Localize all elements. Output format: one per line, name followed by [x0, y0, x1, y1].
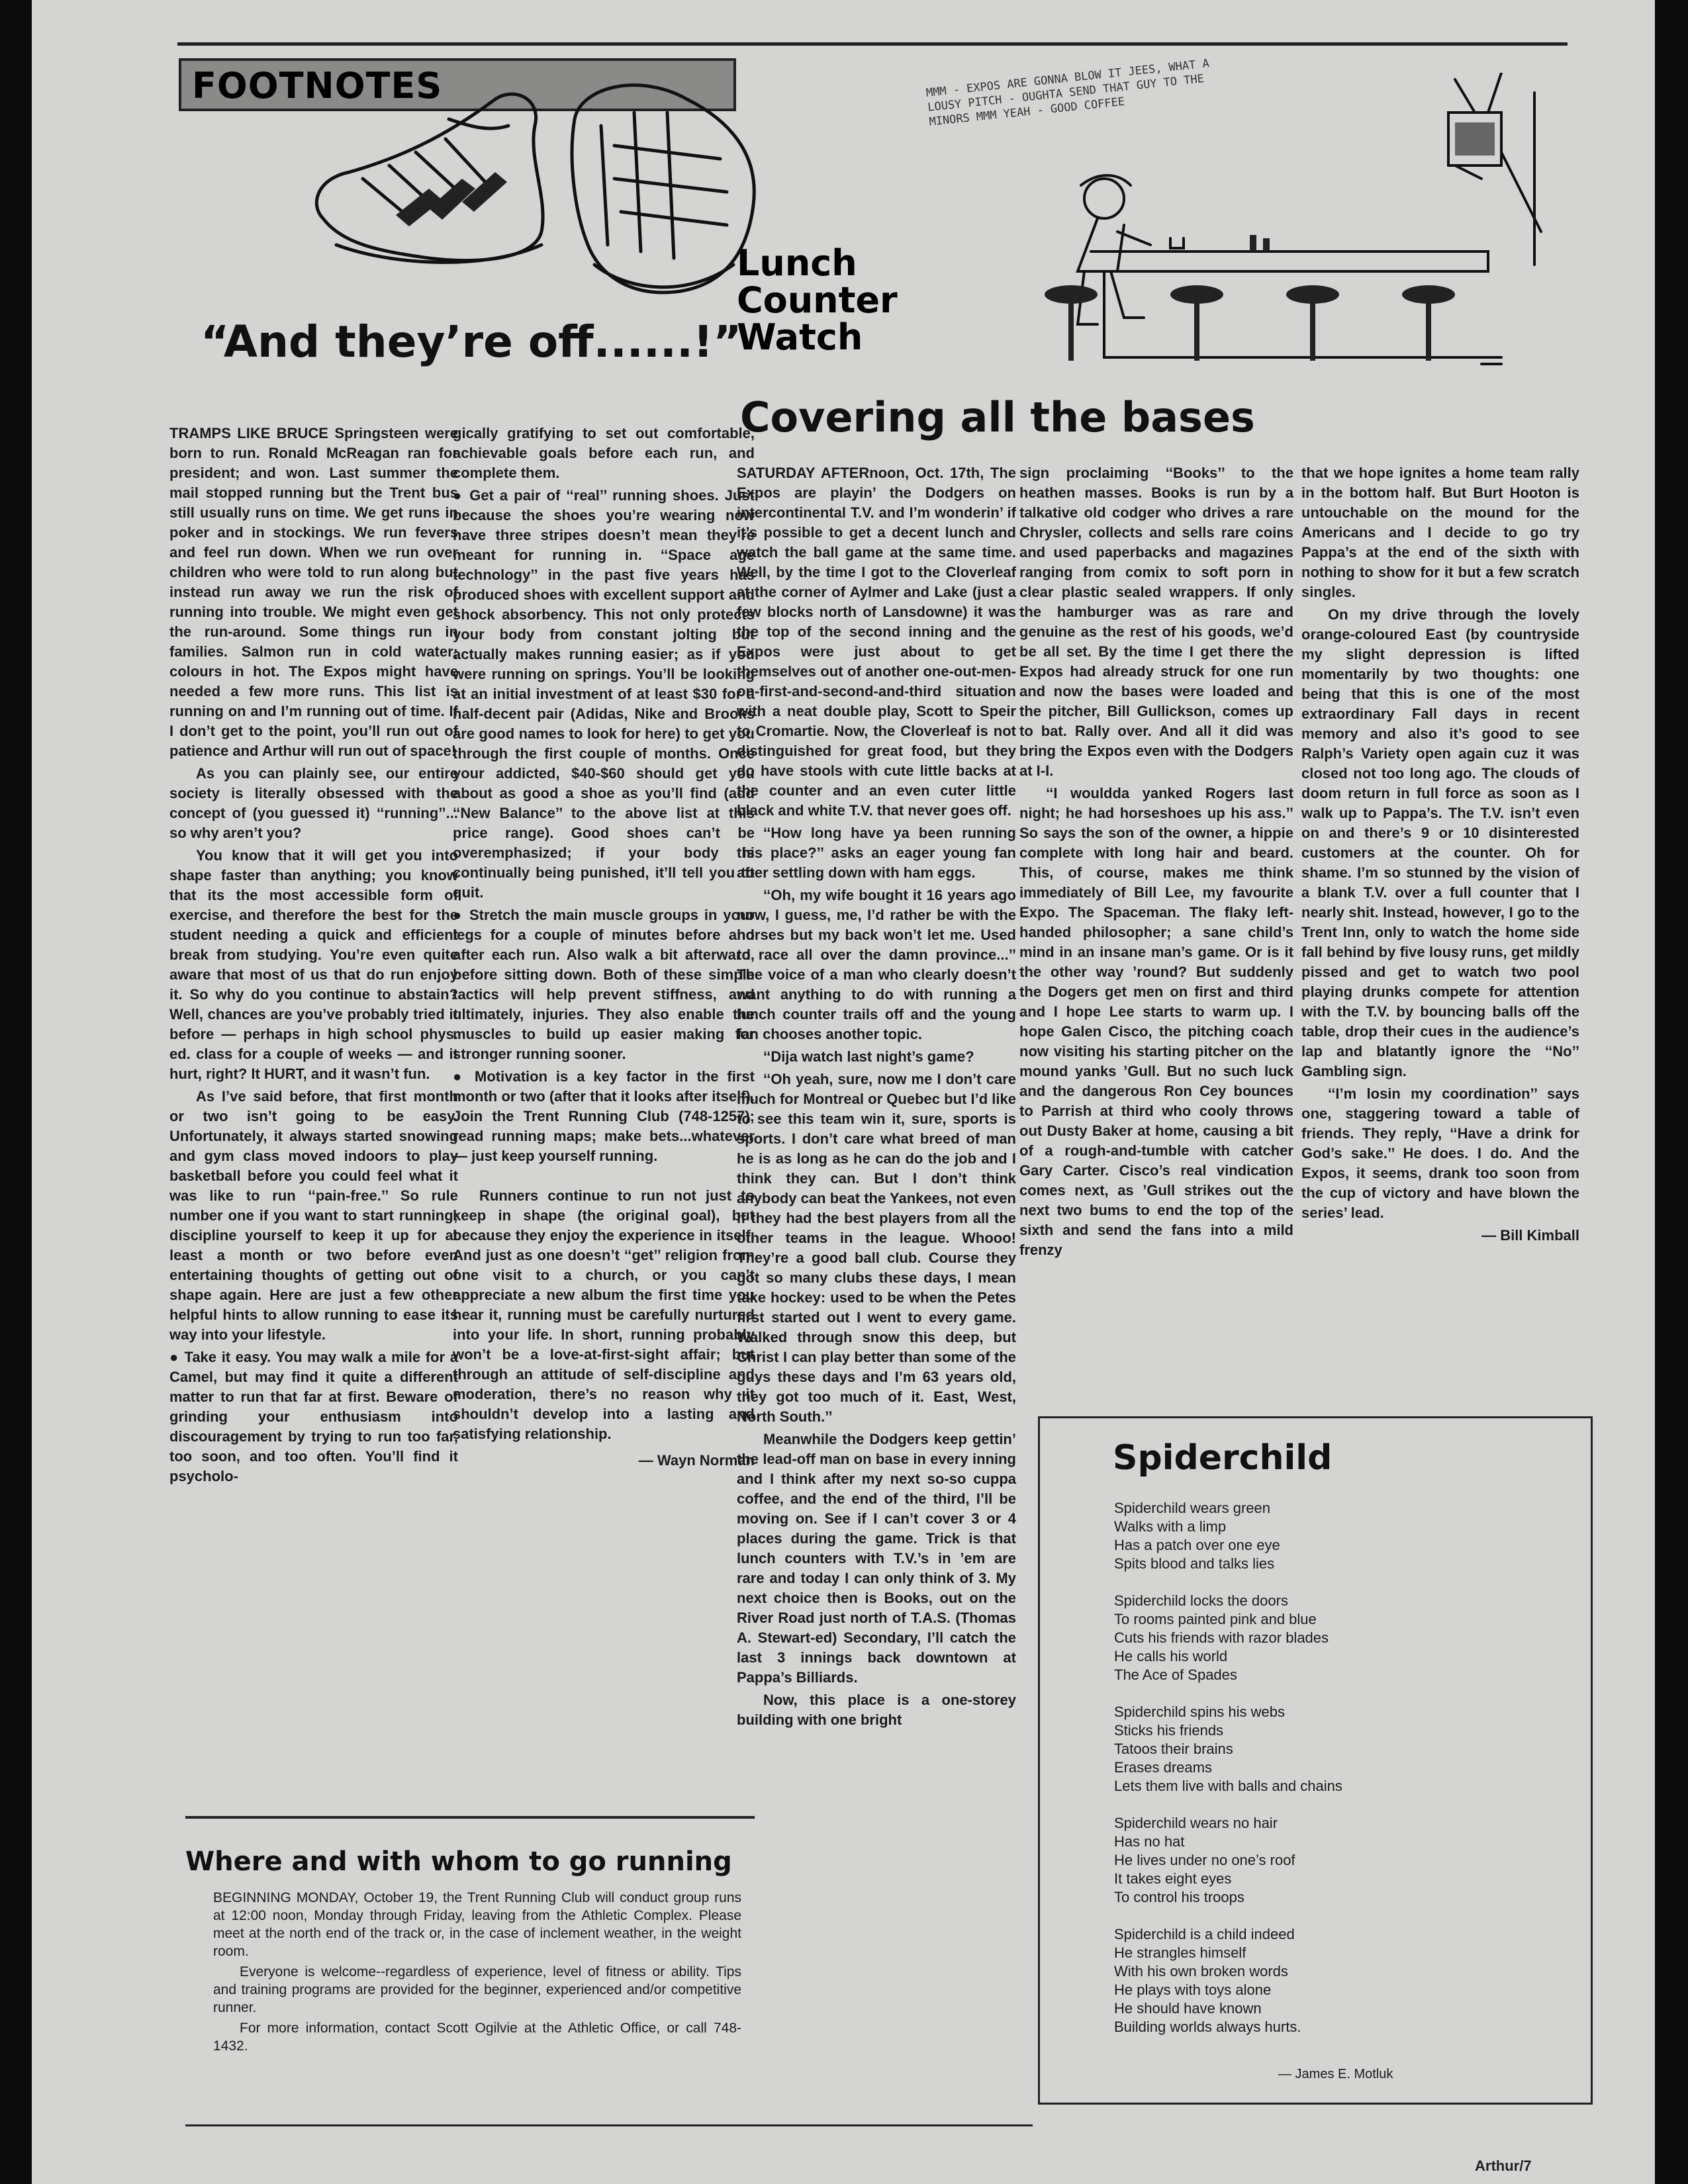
newspaper-page: [32, 0, 1655, 2184]
poem-box: [1038, 1416, 1593, 2105]
lunch-paragraph: that we hope ignites a home team rally in the bottom half. But Burt Hooton is untouchable on the mound for the Americans and I decide to go try Pappa’s at the end of the sixth with nothing to show for it but a few scratch singles.: [1301, 465, 1579, 600]
lunch-kicker-line-2: Counter: [737, 279, 898, 321]
where-box-paragraph: For more information, contact Scott Ogilvie at the Athletic Office, or call 748-1432.: [213, 2021, 741, 2054]
poem-line: Building worlds always hurts.: [1114, 2019, 1301, 2035]
lunch-kicker: [737, 242, 898, 358]
running-shoes-illustration: [297, 46, 773, 311]
top-rule: [177, 42, 1568, 46]
running-paragraph: TRAMPS LIKE BRUCE Springsteen were born to run. Ronald McReagan ran for president; and won. Last summer the mail stopped running but the Trent bus still usually runs on time. We get runs in poker and in stockings. We run fevers and feel run down. When we run over children who were told to run along but instead run away we run the risk of running into trouble. We might even get the run-around. Some things run in families. Salmon run in cold water; colours in hot. The Expos might have needed a few more runs. This list is running on and I’m running out of time. If I don’t get to the point, you’ll run out of patience and Arthur will run out of space!: [169, 425, 458, 759]
running-paragraph: ● Motivation is a key factor in the first month or two (after that it looks after itself). Join the Trent Running Club (748-1257); read running maps; make bets...whatever — just keep yourself running.: [453, 1068, 755, 1164]
poem-stanza: [1114, 1814, 1564, 1907]
poem-line: With his own broken words: [1114, 1963, 1288, 1979]
running-paragraph: ● Get a pair of ‘‘real’’ running shoes. Just because the shoes you’re wearing now have three stripes doesn’t mean they’re meant for running in. ‘‘Space age technology’’ in the past five years has produced shoes with excellent support and shock absorbency. This not only protects your body from constant jolting but actually makes running easier; as if you were running on springs. You’ll be looking at an initial investment of at least $30 for a half-decent pair (Adidas, Nike and Brooks are good names to look for here) to get you through the first couple of months. Once your addicted, $40-$60 should get you about as good a shoe as you’ll find (add ‘‘New Balance’’ to the above list at this price range). Good shoes can’t be overemphasized; if your body is continually being punished, it’ll tell you to quit.: [453, 487, 755, 901]
running-paragraph: You know that it will get you into shape faster than anything; you know that its the most accessible form of exercise, and therefore the best for the student needing a quick and efficient break from studying. You’re even quite aware that most of us that do run enjoy it. So why do you continue to abstain? Well, chances are you’ve probably tried it before — perhaps in high school phys. ed. class for a couple of weeks — and it hurt, right? It HURT, and it wasn’t fun.: [169, 847, 458, 1082]
poem-line: Lets them live with balls and chains: [1114, 1778, 1342, 1794]
poem-line: The Ace of Spades: [1114, 1666, 1237, 1683]
poem-line: He should have known: [1114, 2000, 1262, 2017]
lunch-paragraph: Now, this place is a one-storey building with one bright: [737, 1692, 1016, 1728]
poem-line: Spiderchild spins his webs: [1114, 1704, 1286, 1720]
where-box-paragraph: BEGINNING MONDAY, October 19, the Trent Running Club will conduct group runs at 12:00 noon, Monday through Friday, leaving from the Athletic Complex. Please meet at the north end of the track or, in the case of inclement weather, in the weight room.: [213, 1890, 741, 1959]
poem-line: Cuts his friends with razor blades: [1114, 1629, 1329, 1646]
poem-line: Spiderchild wears no hair: [1114, 1815, 1278, 1831]
lunch-paragraph: ‘‘How long have ya been running this place?’’ asks an eager young fan after settling down with ham eggs.: [737, 825, 1016, 881]
lunch-article-col-5: [1301, 463, 1579, 1248]
poem-line: Spiderchild is a child indeed: [1114, 1926, 1295, 1942]
lunch-paragraph: ‘‘Oh, my wife bought it 16 years ago now, I guess, me, I’d rather be with the horses but my back won’t let me. Used to race all over the damn province...’’ The voice of a man who clearly doesn’t want anything to do with running a lunch counter trails off and the young fan chooses another topic.: [737, 887, 1016, 1042]
bottom-rule: [185, 2124, 1033, 2126]
lunch-paragraph: SATURDAY AFTERnoon, Oct. 17th, The Expos are playin’ the Dodgers on intercontinental T.V. and I’m wonderin’ if it’s possible to get a decent lunch and watch the ball game at the same time. Well, by the time I got to the Cloverleaf at the corner of Aylmer and Lake (just a few blocks north of Lansdowne) it was the top of the second inning and the Expos were just about to get themselves out of another one-out-men-on-first-and-second-and-third situation with a neat double play, Scott to Speir to Cromartie. Now, the Cloverleaf is not distinguished for great food, but they do have stools with cute little backs at the counter and an even cuter little black and white T.V. that never goes off.: [737, 465, 1016, 819]
lunch-kicker-line-3: Watch: [737, 316, 863, 358]
lunch-paragraph: Meanwhile the Dodgers keep gettin’ the lead-off man on base in every inning and I think after my next so-so cuppa coffee, and the end of the third, I’ll be moving on. See if I can’t cover 3 or 4 places during the game. Trick is that lunch counters with T.V.’s in ’em are rare and today I can only think of 3. My next choice then is Books, out on the River Road just north of T.A.S. (Thomas A. Stewart-ed) Secondary, I’ll catch the last 3 innings back downtown at Pappa’s Billiards.: [737, 1431, 1016, 1686]
poem-line: Erases dreams: [1114, 1759, 1212, 1776]
poem-line: Walks with a limp: [1114, 1518, 1227, 1535]
lunch-paragraph: On my drive through the lovely orange-coloured East (by countryside my slight depression is lifted momentarily by two thoughts: one being that this is one of the most extraordinary Fall days in recent memory and also it’s good to see Ralph’s Variety open again cuz it was closed not too long ago. The clouds of doom return in full force as soon as I walk up to Pappa’s. The T.V. isn’t even on and there’s 9 or 10 disinterested customers at the counter. Oh for shame. I’m so stunned by the vision of a blank T.V. over a full counter that I nearly shit. Instead, however, I go to the Trent Inn, only to watch the home side fall behind by five lousy runs, get mildly pissed and get to watch two pool playing drunks compete for attention with the T.V. by bouncing balls off the table, drop their cues in the audience’s lap and blatantly ignore the ‘‘No’’ Gambling sign.: [1301, 606, 1579, 1079]
running-article-col-1: [169, 424, 458, 1489]
where-box-paragraph: Everyone is welcome--regardless of experience, level of fitness or ability. Tips and training programs are provided for the beginner, experienced and/or competitive runner.: [213, 1964, 741, 2015]
lunch-paragraph: sign proclaiming ‘‘Books’’ to the heathen masses. Books is run by a talkative old codger who drives a rare Chrysler, collects and sells rare coins and used paperbacks and magazines ranging from comix to soft porn in clear plastic sealed wrappers. If only the hamburger was as rare and genuine as the rest of his goods, we’d be all set. By the time I get there the Expos had already struck for one run and now the bases were loaded and the pitcher, Bill Gullickson, comes up to bat. Rally over. And all it did was bring the Expos even with the Dodgers at I-I.: [1019, 465, 1293, 779]
poem-line: Has no hat: [1114, 1833, 1185, 1850]
lunch-counter-cartoon: [1025, 73, 1554, 377]
poem-body: [1114, 1499, 1564, 2055]
lunch-byline: — Bill Kimball: [1481, 1227, 1579, 1244]
running-paragraph: As you can plainly see, our entire society is literally obsessed with the concept of (you guessed it) ‘‘running’’... so why aren’t you?: [169, 765, 458, 841]
running-byline: — Wayn Norman: [638, 1452, 755, 1469]
poem-line: He lives under no one’s roof: [1114, 1852, 1295, 1868]
running-paragraph: Runners continue to run not just to keep in shape (the original goal), but because they enjoy the experience in itself. And just as one doesn’t ‘‘get’’ religion from one visit to a church, or you can’t appreciate a new album the first time you hear it, running must be carefully nurtured into your life. In short, running probably won’t be a love-at-first-sight affair; but through an attitude of self-discipline and moderation, there’s no reason why it shouldn’t develop into a lasting and satisfying relationship.: [453, 1187, 755, 1442]
poem-line: Spiderchild locks the doors: [1114, 1592, 1288, 1609]
poem-line: He calls his world: [1114, 1648, 1228, 1664]
poem-author: — James E. Motluk: [1278, 2067, 1393, 2081]
lunch-article-col-4: [1019, 463, 1293, 1263]
running-article-headline: “And they’re off......!”: [201, 316, 742, 367]
where-box-rule: [185, 1816, 755, 1819]
lunch-article-col-3: [737, 463, 1016, 1733]
running-paragraph: ● Take it easy. You may walk a mile for a Camel, but may find it quite a different matter to run that far at first. Beware of grinding your enthusiasm into discouragement by trying to run too far, too soon, and too often. You’ll find it psycholo-: [169, 1349, 458, 1484]
poem-line: To control his troops: [1114, 1889, 1244, 1905]
poem-line: Tatoos their brains: [1114, 1741, 1233, 1757]
lunch-paragraph: ‘‘Dija watch last night’s game?: [763, 1048, 974, 1065]
poem-stanza: [1114, 1703, 1564, 1796]
lunch-paragraph: ‘‘I’m losin my coordination’’ says one, staggering toward a table of friends. They reply, ‘‘Have a drink for God’s sake.’’ He does. I do. And the Expos, it seems, drank too soon from the cup of victory and have blown the series’ lead.: [1301, 1085, 1579, 1221]
poem-line: He plays with toys alone: [1114, 1981, 1272, 1998]
lunch-paragraph: ‘‘I wouldda yanked Rogers last night; he had horseshoes up his ass.’’ So says the son of the owner, a hippie complete with long hair and beard. This, of course, makes me think immediately of Bill Lee, my favourite Expo. The Spaceman. The flaky left-handed philosopher; a sane child’s mind in an insane man’s game. Or is it the other way ’round? But suddenly the Dogers get men on first and third and I hope Lee starts to warm up. I hope Galen Cisco, the pitching coach now visiting his starting pitcher on the mound yanks ’Gull. But no such luck and the dangerous Ron Cey bounces to Parrish at third who cooly throws out Dusty Baker at home, causing a bit of a rough-and-tumble with catcher Gary Carter. Cisco’s real vindication comes next, as ’Gull strikes out the next two bums to end the top of the sixth and send the fans into a mild frenzy: [1019, 785, 1293, 1258]
poem-stanza: [1114, 1499, 1564, 1573]
poem-line: To rooms painted pink and blue: [1114, 1611, 1317, 1627]
cartoon-speech: MMM - EXPOS ARE GONNA BLOW IT JEES, WHAT A LOUSY PITCH - OUGHTA SEND THAT GUY TO THE MINORS MMM YEAH - GOOD COFFEE: [925, 57, 1210, 129]
poem-line: He strangles himself: [1114, 1944, 1246, 1961]
where-box: [185, 1846, 755, 2055]
poem-line: Sticks his friends: [1114, 1722, 1224, 1739]
lunch-article-headline: Covering all the bases: [740, 393, 1255, 441]
section-label-text: FOOTNOTES: [192, 65, 443, 107]
poem-line: Spits blood and talks lies: [1114, 1555, 1275, 1572]
poem-line: It takes eight eyes: [1114, 1870, 1232, 1887]
where-box-headline: Where and with whom to go running: [185, 1846, 732, 1877]
lunch-paragraph: ‘‘Oh yeah, sure, now me I don’t care much for Montreal or Quebec but I’d like to see this team win it, sure, sports is sports. I don’t care what breed of man he is as long as he can do the job and I think they can. But I don’t think anybody can beat the Yankees, not even if they had the best players from all the other teams in the league. Whooo! They’re a good ball club. Course they got so many clubs these days, I mean take hockey: used to be when the Petes first started out I went to every game. Walked through snow this deep, but Christ I can play better than some of the guys these days and I’m 63 years old, they got too much of it. East, West, North South.’’: [737, 1071, 1016, 1425]
poem-stanza: [1114, 1592, 1564, 1684]
running-article-col-2: [453, 424, 755, 1473]
lunch-kicker-line-1: Lunch: [737, 242, 857, 284]
running-paragraph: ● Stretch the main muscle groups in your legs for a couple of minutes before and after each run. Also walk a bit afterward, before sitting down. Both of these simple tactics will help prevent stiffness, and ultimately, injuries. They also enable the muscles to build up easier making for stronger running sooner.: [453, 907, 755, 1062]
poem-title: Spiderchild: [1113, 1438, 1333, 1478]
running-paragraph: As I’ve said before, that first month or two isn’t going to be easy. Unfortunately, it always started snowing and gym class moved indoors to play basketball before you could feel what it was like to run ‘‘pain-free.’’ So rule number one if you want to start running; discipline yourself to keep it up for at least a month or two before even entertaining thoughts of getting out of shape again. Here are just a few other helpful hints to allow running to ease its way into your lifestyle.: [169, 1088, 458, 1343]
poem-stanza: [1114, 1925, 1564, 2036]
page-folio: Arthur/7: [1475, 2158, 1532, 2174]
running-paragraph: gically gratifying to set out comfortable, achievable goals before each run, and complete them.: [453, 425, 755, 481]
poem-line: Spiderchild wears green: [1114, 1500, 1271, 1516]
poem-line: Has a patch over one eye: [1114, 1537, 1280, 1553]
